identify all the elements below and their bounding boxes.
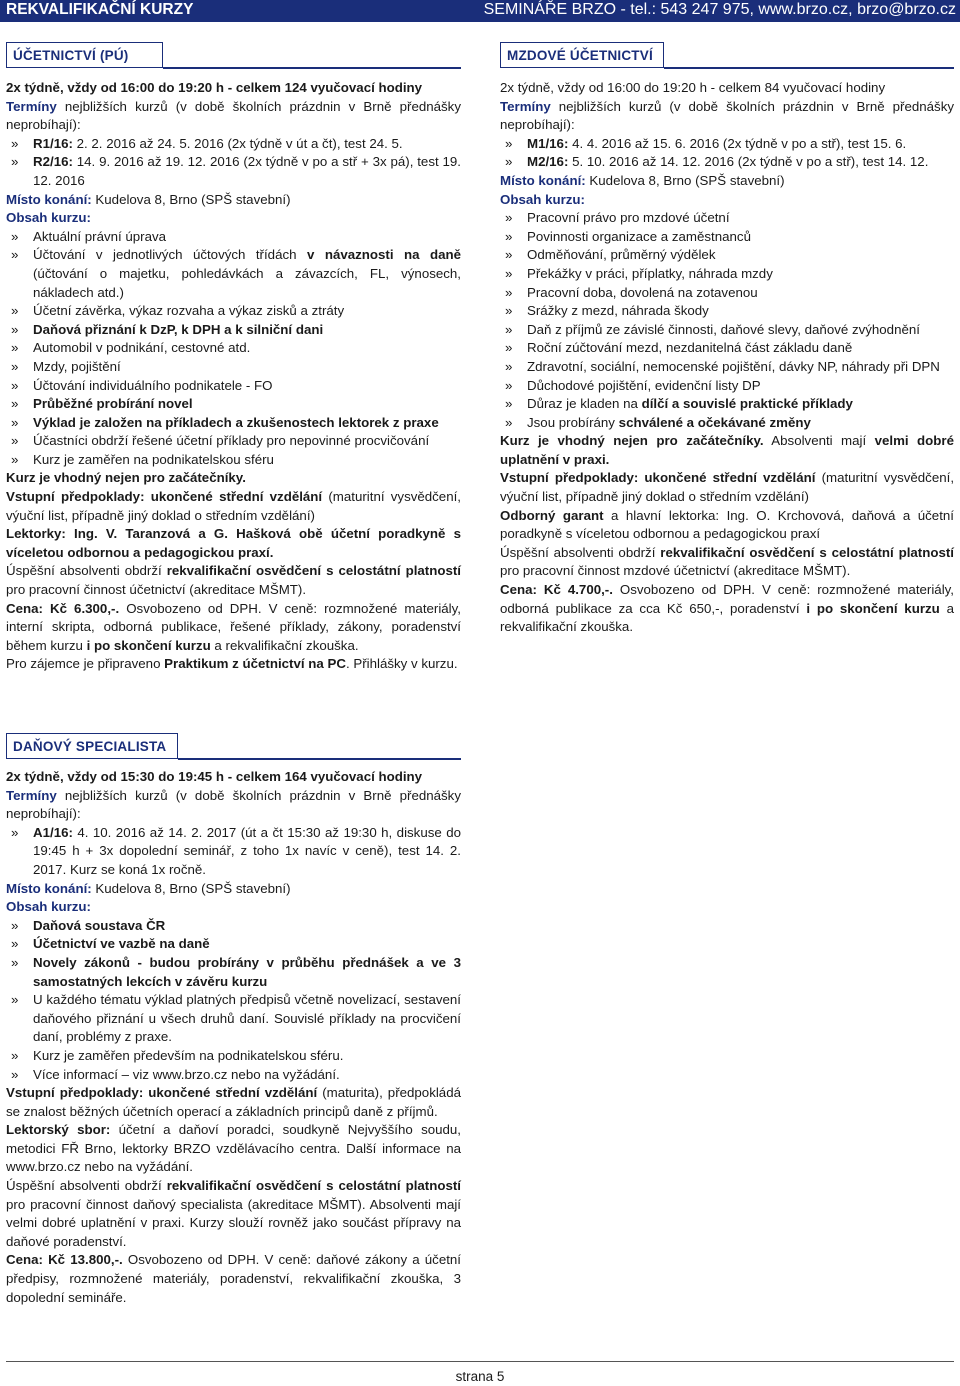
terms-heading: Termíny nejbližších kurzů (v době školních prázdnin v Brně přednášky neprobíhají): bbox=[6, 787, 461, 822]
content-heading: Obsah kurzu: bbox=[500, 191, 585, 207]
practicum-note: Pro zájemce je připraveno Praktikum z účetnictví na PC. Přihlášky v kurzu. bbox=[6, 656, 458, 672]
list-item: » Mzdy, pojištění bbox=[6, 358, 461, 377]
bullet-icon: » bbox=[11, 135, 19, 151]
course-intro: 2x týdně, vždy od 16:00 do 19:20 h - celkem 124 vyučovací hodiny bbox=[6, 80, 423, 95]
list-item: » Daňová přiznání k DzP, k DPH a k silniční dani bbox=[6, 321, 461, 340]
bullet-icon: » bbox=[505, 154, 513, 170]
term-item: » R2/16: 14. 9. 2016 až 19. 12. 2016 (2x týdně v po a stř + 3x pá), test 19. 12. 2016 bbox=[11, 154, 461, 188]
bullet-icon: » bbox=[11, 247, 19, 263]
price-info: Cena: Kč 6.300,-. Osvobozeno od DPH. V ceně: rozmnožené materiály, interní skripta, odborná publikace, řešené příklady, zákony, poradenství během kurzu i po skončení kurzu a rekvalifikační zkouška. bbox=[6, 600, 461, 653]
terms-heading: Termíny nejbližších kurzů (v době školních prázdnin v Brně přednášky neprobíhají): bbox=[6, 98, 461, 133]
bullet-icon: » bbox=[505, 340, 513, 356]
list-item: » Novely zákonů - budou probírány v průběhu přednášek a ve 3 samostatných lekcích v závěru kurzu bbox=[11, 954, 461, 989]
list-item: » Pracovní doba, dovolená na zotavenou bbox=[500, 284, 954, 303]
list-item: » Průběžné probírání novel bbox=[6, 395, 461, 414]
footer-rule bbox=[6, 1361, 954, 1362]
bullet-icon: » bbox=[505, 210, 513, 226]
bullet-icon: » bbox=[11, 451, 19, 467]
guarantor: Odborný garant a hlavní lektorka: Ing. O. Krchovová, daňová a účetní poradkyně s víceletou odbornou a pedagogickou praxí bbox=[500, 507, 954, 542]
list-item: » Výklad je založen na příkladech a zkušenostech lektorek z praxe bbox=[6, 414, 461, 433]
content-list bbox=[500, 209, 954, 432]
list-item: » Důchodové pojištění, evidenční listy DP bbox=[500, 377, 954, 396]
list-item: » Účetní závěrka, výkaz rozvaha a výkaz zisků a ztráty bbox=[6, 302, 461, 321]
venue: Místo konání: Kudelova 8, Brno (SPŠ stavební) bbox=[6, 191, 291, 207]
bullet-icon: » bbox=[11, 824, 19, 840]
content-heading: Obsah kurzu: bbox=[6, 899, 91, 915]
price-info: Cena: Kč 13.800,-. Osvobozeno od DPH. V ceně: daňové zákony a účetní předpisy, rozmnožené materiály, poradenství, rekvalifikační zkouška, 3 dopolední semináře. bbox=[6, 1252, 461, 1305]
suitability-note: Kurz je vhodný nejen pro začátečníky. bbox=[6, 470, 246, 486]
list-item: » Účetnictví ve vazbě na daně bbox=[6, 935, 461, 954]
prerequisites: Vstupní předpoklady: ukončené střední vzdělání (maturitní vysvědčení, výuční list, případně jiný doklad o středním vzdělání) bbox=[6, 489, 461, 523]
list-item: » Srážky z mezd, náhrada škody bbox=[500, 302, 954, 321]
lecturers: Lektorky: Ing. V. Taranzová a G. Hašková obě účetní poradkyně s víceletou odbornou a pedagogickou praxí. bbox=[6, 526, 461, 560]
header-title: REKVALIFIKAČNÍ KURZY bbox=[6, 1, 194, 18]
bullet-icon: » bbox=[11, 414, 19, 430]
venue: Místo konání: Kudelova 8, Brno (SPŠ stavební) bbox=[6, 880, 291, 896]
venue: Místo konání: Kudelova 8, Brno (SPŠ stavební) bbox=[500, 172, 785, 188]
bullet-icon: » bbox=[505, 303, 513, 319]
bullet-icon: » bbox=[505, 377, 513, 393]
list-item: » Daň z příjmů ze závislé činnosti, daňové slevy, daňové zvýhodnění bbox=[500, 321, 954, 340]
term-item: » R1/16: 2. 2. 2016 až 24. 5. 2016 (2x týdně v út a čt), test 24. 5. bbox=[6, 135, 461, 154]
bullet-icon: » bbox=[11, 321, 19, 337]
list-item: » Kurz je zaměřen na podnikatelskou sféru bbox=[6, 451, 461, 470]
terms-heading: Termíny nejbližších kurzů (v době školních prázdnin v Brně přednášky neprobíhají): bbox=[500, 98, 954, 133]
section-mzdove bbox=[500, 79, 954, 637]
section-title-ucetnictvi: ÚČETNICTVÍ (PÚ) bbox=[6, 42, 163, 68]
list-item: » Více informací – viz www.brzo.cz nebo na vyžádání. bbox=[6, 1066, 461, 1085]
section-ucetnictvi bbox=[6, 79, 461, 674]
bullet-icon: » bbox=[11, 377, 19, 393]
bullet-icon: » bbox=[11, 433, 19, 449]
bullet-icon: » bbox=[505, 396, 513, 412]
term-item: » M1/16: 4. 4. 2016 až 15. 6. 2016 (2x týdně v po a stř), test 15. 6. bbox=[500, 135, 954, 154]
term-item: » A1/16: 4. 10. 2016 až 14. 2. 2017 (út a čt 15:30 až 19:30 h, diskuse do 19:45 h + 3x dopolední seminář, z toho 1x navíc v ceně), test 14. 2. 2017. Kurz se koná 1x ročně. bbox=[11, 824, 461, 877]
suitability-note: Kurz je vhodný nejen pro začátečníky. Absolventi mají velmi dobré uplatnění v praxi. bbox=[500, 433, 954, 467]
list-item: » Roční zúčtování mezd, nezdanitelná část základu daně bbox=[500, 339, 954, 358]
bullet-icon: » bbox=[505, 228, 513, 244]
bullet-icon: » bbox=[505, 321, 513, 337]
bullet-icon: » bbox=[505, 414, 513, 430]
bullet-icon: » bbox=[505, 265, 513, 281]
certificate-note: Úspěšní absolventi obdrží rekvalifikační osvědčení s celostátní platností pro pracovní činnost daňový specialista (akreditace MŠMT). Absolventi mají velmi dobré uplatnění v praxi. Kurzy slouží rovněž jako součást přípravy na daňové poradenství. bbox=[6, 1178, 461, 1249]
list-item: » Aktuální právní úprava bbox=[6, 228, 461, 247]
bullet-icon: » bbox=[505, 284, 513, 300]
bullet-icon: » bbox=[11, 303, 19, 319]
term-item: » M2/16: 5. 10. 2016 až 14. 12. 2016 (2x týdně v po a stř), test 14. 12. bbox=[500, 153, 954, 172]
header-contact: SEMINÁŘE BRZO - tel.: 543 247 975, www.brzo.cz, brzo@brzo.cz bbox=[483, 1, 956, 18]
bullet-icon: » bbox=[11, 954, 19, 970]
certificate-note: Úspěšní absolventi obdrží rekvalifikační osvědčení s celostátní platností pro pracovní činnost mzdové účetnictví (akreditace MŠMT). bbox=[500, 544, 954, 579]
lecturers: Lektorský sbor: účetní a daňoví poradci, soudkyně Nejvyššího soudu, metodici FŘ Brno, lektorky BRZO vzdělávacího centra. Další informace na www.brzo.cz nebo na vyžádání. bbox=[6, 1122, 461, 1175]
page-header bbox=[0, 0, 960, 22]
bullet-icon: » bbox=[11, 228, 19, 244]
prerequisites: Vstupní předpoklady: ukončené střední vzdělání (maturitní vysvědčení, výuční list, případně jiný doklad o středním vzdělání) bbox=[500, 470, 955, 505]
list-item: » Účtování individuálního podnikatele - FO bbox=[6, 377, 461, 396]
bullet-icon: » bbox=[11, 917, 19, 933]
list-item: » Daňová soustava ČR bbox=[6, 917, 461, 936]
list-item: » Automobil v podnikání, cestovné atd. bbox=[6, 339, 461, 358]
list-item: » Pracovní právo pro mzdové účetní bbox=[500, 209, 954, 228]
course-intro: 2x týdně, vždy od 15:30 do 19:45 h - celkem 164 vyučovací hodiny bbox=[6, 769, 423, 784]
bullet-icon: » bbox=[11, 992, 19, 1008]
bullet-icon: » bbox=[11, 358, 19, 374]
section-danovy bbox=[6, 768, 461, 1307]
bullet-icon: » bbox=[11, 1066, 19, 1082]
content-list bbox=[6, 228, 461, 470]
bullet-icon: » bbox=[11, 154, 19, 170]
course-intro: 2x týdně, vždy od 16:00 do 19:20 h - celkem 84 vyučovací hodiny bbox=[500, 80, 886, 95]
bullet-icon: » bbox=[505, 358, 513, 374]
bullet-icon: » bbox=[11, 1047, 19, 1063]
bullet-icon: » bbox=[11, 396, 19, 412]
list-item: » Jsou probírány schválené a očekávané změny bbox=[500, 414, 954, 433]
content-heading: Obsah kurzu: bbox=[6, 210, 91, 226]
title-rule bbox=[163, 67, 461, 69]
list-item: » Důraz je kladen na dílčí a souvislé praktické příklady bbox=[500, 395, 954, 414]
title-rule bbox=[178, 758, 461, 760]
list-item: » Překážky v práci, příplatky, náhrada mzdy bbox=[500, 265, 954, 284]
list-item: » U každého tématu výklad platných předpisů včetně novelizací, sestavení daňového přiznání u všech druhů daní. Souvislé příklady na procvičení daní, problémy z praxe. bbox=[11, 992, 461, 1045]
terms-list bbox=[6, 135, 461, 191]
terms-list bbox=[500, 135, 954, 172]
terms-list bbox=[6, 824, 461, 880]
list-item: » Účastníci obdrží řešené účetní příklady pro nepovinné procvičování bbox=[6, 432, 461, 451]
prerequisites: Vstupní předpoklady: ukončené střední vzdělání (maturita), předpokládá se znalost běžných účetních operací a základních principů daně z příjmů. bbox=[6, 1085, 461, 1119]
list-item: » Účtování v jednotlivých účtových třídách v návaznosti na daně (účtování o majetku, pohledávkách a závazcích, FL, výnosech, nákladech atd.) bbox=[11, 247, 461, 300]
list-item: » Zdravotní, sociální, nemocenské pojištění, dávky NP, náhrady při DPN bbox=[500, 358, 954, 377]
price-info: Cena: Kč 4.700,-. Osvobozeno od DPH. V ceně: rozmnožené materiály, odborná publikace za cca Kč 650,-, poradenství i po skončení kurzu a rekvalifikační zkouška. bbox=[500, 582, 955, 635]
list-item: » Kurz je zaměřen především na podnikatelskou sféru. bbox=[6, 1047, 461, 1066]
list-item: » Odměňování, průměrný výdělek bbox=[500, 246, 954, 265]
bullet-icon: » bbox=[11, 340, 19, 356]
page-number: strana 5 bbox=[455, 1369, 505, 1384]
certificate-note: Úspěšní absolventi obdrží rekvalifikační osvědčení s celostátní platností pro pracovní činnost účetnictví (akreditace MŠMT). bbox=[6, 563, 461, 598]
title-rule bbox=[664, 67, 954, 69]
section-title-danovy: DAŇOVÝ SPECIALISTA bbox=[6, 733, 178, 759]
list-item: » Povinnosti organizace a zaměstnanců bbox=[500, 228, 954, 247]
content-list bbox=[6, 917, 461, 1084]
bullet-icon: » bbox=[505, 247, 513, 263]
section-title-mzdove: MZDOVÉ ÚČETNICTVÍ bbox=[500, 42, 664, 68]
bullet-icon: » bbox=[11, 936, 19, 952]
bullet-icon: » bbox=[505, 135, 513, 151]
